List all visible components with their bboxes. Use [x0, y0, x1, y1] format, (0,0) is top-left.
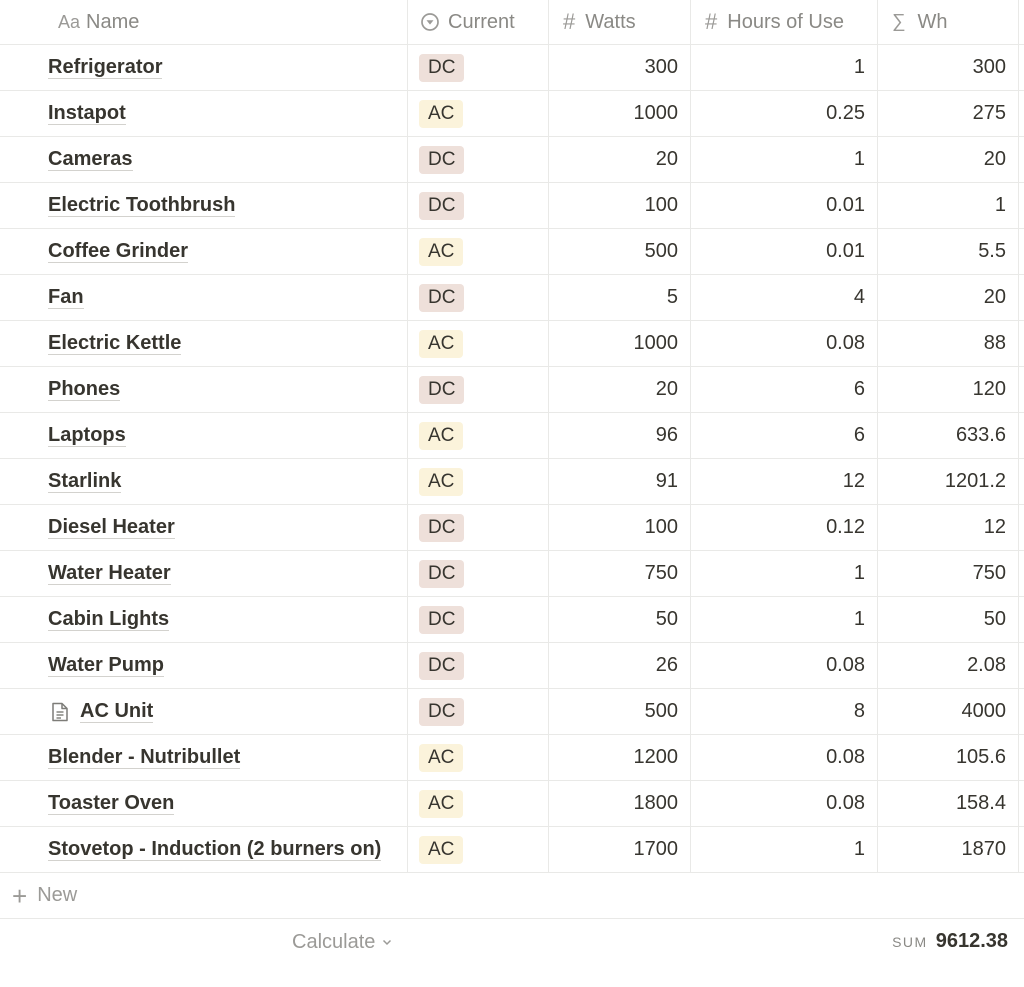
cell-current[interactable] — [408, 643, 549, 688]
cell-name[interactable] — [0, 413, 408, 458]
select-property-icon — [420, 12, 440, 32]
cell-name[interactable] — [0, 827, 408, 872]
cell-wh[interactable] — [878, 413, 1019, 458]
cell-watts[interactable] — [549, 229, 691, 274]
current-tag: AC — [419, 330, 463, 358]
watts-value: 100 — [644, 194, 678, 216]
row-name-link[interactable]: Stovetop - Induction (2 burners on) — [48, 838, 382, 860]
cell-wh[interactable] — [878, 229, 1019, 274]
wh-value: 300 — [972, 56, 1006, 78]
sum-calculation[interactable] — [892, 930, 1008, 953]
hours-value: 4 — [853, 286, 865, 308]
table-row[interactable] — [0, 45, 1024, 91]
cell-hours[interactable] — [691, 505, 878, 550]
cell-name[interactable] — [0, 91, 408, 136]
cell-hours[interactable] — [691, 597, 878, 642]
current-tag: DC — [419, 514, 464, 542]
cell-watts[interactable] — [549, 183, 691, 228]
cell-hours[interactable] — [691, 781, 878, 826]
row-name-link[interactable]: Diesel Heater — [48, 516, 175, 538]
table-row[interactable] — [0, 781, 1024, 827]
column-header-spacer — [1019, 0, 1024, 44]
cell-name[interactable] — [0, 505, 408, 550]
hours-value: 8 — [853, 700, 865, 722]
current-tag: DC — [419, 54, 464, 82]
cell-watts[interactable] — [549, 367, 691, 412]
cell-watts[interactable] — [549, 45, 691, 90]
cell-current[interactable] — [408, 137, 549, 182]
cell-hours[interactable] — [691, 275, 878, 320]
table-row[interactable] — [0, 183, 1024, 229]
row-name-link[interactable]: Water Heater — [48, 562, 171, 584]
cell-hours[interactable] — [691, 643, 878, 688]
cell-wh[interactable] — [878, 643, 1019, 688]
table-row[interactable] — [0, 505, 1024, 551]
row-name-link[interactable]: Coffee Grinder — [48, 240, 189, 262]
wh-value: 275 — [972, 102, 1006, 124]
row-name-link[interactable]: Fan — [48, 286, 84, 308]
current-tag: AC — [419, 790, 463, 818]
table-row[interactable] — [0, 459, 1024, 505]
cell-hours[interactable] — [691, 551, 878, 596]
current-tag: DC — [419, 652, 464, 680]
cell-name[interactable] — [0, 597, 408, 642]
cell-wh[interactable] — [878, 137, 1019, 182]
wh-value: 750 — [972, 562, 1006, 584]
row-name-link[interactable]: Electric Toothbrush — [48, 194, 236, 216]
hours-value: 6 — [853, 424, 865, 446]
cell-name[interactable] — [0, 321, 408, 366]
cell-wh[interactable] — [878, 91, 1019, 136]
table-header — [0, 0, 1024, 45]
cell-watts[interactable] — [549, 781, 691, 826]
watts-value: 100 — [644, 516, 678, 538]
watts-value: 96 — [655, 424, 678, 446]
wh-value: 1870 — [961, 838, 1006, 860]
hours-value: 1 — [853, 608, 865, 630]
hours-value: 0.08 — [826, 792, 865, 814]
table-row[interactable] — [0, 137, 1024, 183]
cell-current[interactable] — [408, 689, 549, 734]
wh-value: 120 — [972, 378, 1006, 400]
table-row[interactable] — [0, 689, 1024, 735]
table-row[interactable] — [0, 275, 1024, 321]
row-name-link[interactable]: Refrigerator — [48, 56, 163, 78]
new-row-label: New — [37, 884, 78, 906]
cell-current[interactable] — [408, 505, 549, 550]
column-header-hours[interactable] — [691, 0, 878, 44]
cell-watts[interactable] — [549, 505, 691, 550]
hours-value: 0.01 — [826, 240, 865, 262]
row-name-link[interactable]: Toaster Oven — [48, 792, 175, 814]
watts-value: 1000 — [633, 332, 678, 354]
cell-hours[interactable] — [691, 827, 878, 872]
current-tag: DC — [419, 146, 464, 174]
table-row[interactable] — [0, 643, 1024, 689]
cell-watts[interactable] — [549, 597, 691, 642]
cell-current[interactable] — [408, 367, 549, 412]
cell-wh[interactable] — [878, 183, 1019, 228]
row-name-link[interactable]: Cabin Lights — [48, 608, 170, 630]
watts-value: 1200 — [633, 746, 678, 768]
cell-wh[interactable] — [878, 551, 1019, 596]
cell-hours[interactable] — [691, 413, 878, 458]
wh-value: 4000 — [961, 700, 1006, 722]
watts-value: 750 — [644, 562, 678, 584]
current-tag: AC — [419, 422, 463, 450]
table-row[interactable] — [0, 321, 1024, 367]
wh-value: 88 — [983, 332, 1006, 354]
cell-watts[interactable] — [549, 275, 691, 320]
current-tag: AC — [419, 836, 463, 864]
cell-watts[interactable] — [549, 689, 691, 734]
page-icon — [50, 701, 70, 723]
cell-wh[interactable] — [878, 781, 1019, 826]
row-name-link[interactable]: Cameras — [48, 148, 133, 170]
cell-wh[interactable] — [878, 689, 1019, 734]
wh-value: 12 — [983, 516, 1006, 538]
cell-watts[interactable] — [549, 413, 691, 458]
cell-watts[interactable] — [549, 321, 691, 366]
cell-spacer — [1019, 597, 1024, 642]
hours-value: 1 — [853, 148, 865, 170]
cell-watts[interactable] — [549, 827, 691, 872]
formula-property-icon: ∑ — [892, 11, 906, 32]
watts-value: 20 — [655, 148, 678, 170]
column-header-label: Wh — [917, 10, 948, 33]
number-property-icon: # — [563, 9, 576, 34]
hours-value: 1 — [853, 56, 865, 78]
current-tag: AC — [419, 238, 463, 266]
watts-value: 1700 — [633, 838, 678, 860]
row-name-link[interactable]: Instapot — [48, 102, 126, 124]
hours-value: 0.08 — [826, 746, 865, 768]
current-tag: DC — [419, 698, 464, 726]
watts-value: 91 — [655, 470, 678, 492]
wh-value: 20 — [983, 286, 1006, 308]
cell-name[interactable] — [0, 643, 408, 688]
cell-watts[interactable] — [549, 91, 691, 136]
watts-value: 300 — [644, 56, 678, 78]
cell-spacer — [1019, 459, 1024, 504]
watts-value: 1800 — [633, 792, 678, 814]
table-row[interactable] — [0, 551, 1024, 597]
cell-name[interactable] — [0, 367, 408, 412]
text-property-icon: Aa — [58, 11, 81, 32]
wh-value: 20 — [983, 148, 1006, 170]
current-tag: DC — [419, 376, 464, 404]
cell-spacer — [1019, 505, 1024, 550]
current-tag: AC — [419, 100, 463, 128]
hours-value: 0.01 — [826, 194, 865, 216]
column-header-current[interactable] — [408, 0, 549, 44]
cell-current[interactable] — [408, 459, 549, 504]
row-name-link[interactable]: Starlink — [48, 470, 122, 492]
cell-hours[interactable] — [691, 367, 878, 412]
wh-value: 5.5 — [978, 240, 1006, 262]
cell-spacer — [1019, 643, 1024, 688]
cell-spacer — [1019, 45, 1024, 90]
watts-value: 500 — [644, 240, 678, 262]
cell-current[interactable] — [408, 183, 549, 228]
cell-spacer — [1019, 321, 1024, 366]
calculate-label: Calculate — [292, 931, 376, 953]
cell-wh[interactable] — [878, 597, 1019, 642]
hours-value: 0.12 — [826, 516, 865, 538]
cell-name[interactable] — [0, 735, 408, 780]
current-tag: DC — [419, 606, 464, 634]
cell-spacer — [1019, 275, 1024, 320]
row-name-link[interactable]: Phones — [48, 378, 121, 400]
sum-label: SUM — [892, 934, 928, 950]
hours-value: 1 — [853, 562, 865, 584]
cell-current[interactable] — [408, 229, 549, 274]
wh-value: 50 — [983, 608, 1006, 630]
cell-name[interactable] — [0, 137, 408, 182]
cell-hours[interactable] — [691, 45, 878, 90]
new-row-button[interactable] — [0, 873, 1024, 919]
hours-value: 0.08 — [826, 654, 865, 676]
wh-value: 105.6 — [955, 746, 1006, 768]
cell-spacer — [1019, 367, 1024, 412]
cell-watts[interactable] — [549, 643, 691, 688]
cell-hours[interactable] — [691, 137, 878, 182]
column-header-label: Current — [448, 10, 515, 33]
cell-wh[interactable] — [878, 459, 1019, 504]
hours-value: 1 — [853, 838, 865, 860]
table-row[interactable] — [0, 827, 1024, 873]
cell-current[interactable] — [408, 275, 549, 320]
table-row[interactable] — [0, 91, 1024, 137]
cell-watts[interactable] — [549, 137, 691, 182]
cell-name[interactable] — [0, 781, 408, 826]
cell-hours[interactable] — [691, 183, 878, 228]
cell-wh[interactable] — [878, 827, 1019, 872]
wh-value: 158.4 — [955, 792, 1006, 814]
cell-current[interactable] — [408, 321, 549, 366]
column-header-name[interactable] — [0, 0, 408, 44]
cell-hours[interactable] — [691, 321, 878, 366]
cell-spacer — [1019, 91, 1024, 136]
current-tag: AC — [419, 744, 463, 772]
cell-hours[interactable] — [691, 91, 878, 136]
column-header-wh[interactable] — [878, 0, 1019, 44]
cell-current[interactable] — [408, 597, 549, 642]
cell-hours[interactable] — [691, 689, 878, 734]
watts-value: 26 — [655, 654, 678, 676]
column-header-label: Hours of Use — [727, 10, 844, 33]
cell-current[interactable] — [408, 551, 549, 596]
cell-current[interactable] — [408, 413, 549, 458]
current-tag: DC — [419, 284, 464, 312]
cell-spacer — [1019, 735, 1024, 780]
column-header-label: Name — [86, 10, 140, 33]
sum-value: 9612.38 — [935, 930, 1008, 952]
row-name-link[interactable]: Electric Kettle — [48, 332, 182, 354]
watts-value: 500 — [644, 700, 678, 722]
hours-value: 0.08 — [826, 332, 865, 354]
calculate-button[interactable] — [292, 931, 393, 954]
table-row[interactable] — [0, 735, 1024, 781]
wh-value: 2.08 — [967, 654, 1006, 676]
cell-hours[interactable] — [691, 459, 878, 504]
cell-wh[interactable] — [878, 321, 1019, 366]
number-property-icon: # — [705, 9, 718, 34]
cell-current[interactable] — [408, 781, 549, 826]
cell-name[interactable] — [0, 183, 408, 228]
column-header-label: Watts — [585, 10, 636, 33]
cell-watts[interactable] — [549, 551, 691, 596]
cell-name[interactable] — [0, 45, 408, 90]
cell-watts[interactable] — [549, 735, 691, 780]
row-name-link[interactable]: Water Pump — [48, 654, 164, 676]
row-name-link[interactable]: Laptops — [48, 424, 126, 446]
cell-wh[interactable] — [878, 275, 1019, 320]
cell-current[interactable] — [408, 91, 549, 136]
row-name-link[interactable]: AC Unit — [80, 700, 154, 722]
cell-spacer — [1019, 413, 1024, 458]
wh-value: 633.6 — [955, 424, 1006, 446]
table-body — [0, 45, 1024, 873]
cell-current[interactable] — [408, 735, 549, 780]
cell-spacer — [1019, 229, 1024, 274]
hours-value: 12 — [842, 470, 865, 492]
watts-value: 20 — [655, 378, 678, 400]
cell-watts[interactable] — [549, 459, 691, 504]
cell-spacer — [1019, 689, 1024, 734]
cell-spacer — [1019, 137, 1024, 182]
cell-name[interactable] — [0, 459, 408, 504]
watts-value: 1000 — [633, 102, 678, 124]
table-row[interactable] — [0, 367, 1024, 413]
hours-value: 0.25 — [826, 102, 865, 124]
plus-icon: + — [12, 880, 28, 911]
table-row[interactable] — [0, 413, 1024, 459]
wh-value: 1 — [994, 194, 1006, 216]
chevron-down-icon — [381, 931, 393, 954]
row-name-link[interactable]: Blender - Nutribullet — [48, 746, 241, 768]
cell-wh[interactable] — [878, 505, 1019, 550]
table-footer — [0, 919, 1024, 967]
cell-current[interactable] — [408, 827, 549, 872]
cell-name[interactable] — [0, 551, 408, 596]
cell-name[interactable] — [0, 229, 408, 274]
cell-spacer — [1019, 551, 1024, 596]
watts-value: 5 — [666, 286, 678, 308]
cell-spacer — [1019, 827, 1024, 872]
column-header-watts[interactable] — [549, 0, 691, 44]
cell-name[interactable] — [0, 689, 408, 734]
cell-spacer — [1019, 781, 1024, 826]
current-tag: AC — [419, 468, 463, 496]
cell-hours[interactable] — [691, 229, 878, 274]
cell-wh[interactable] — [878, 367, 1019, 412]
current-tag: DC — [419, 560, 464, 588]
table-row[interactable] — [0, 229, 1024, 275]
cell-spacer — [1019, 183, 1024, 228]
cell-name[interactable] — [0, 275, 408, 320]
cell-current[interactable] — [408, 45, 549, 90]
hours-value: 6 — [853, 378, 865, 400]
cell-hours[interactable] — [691, 735, 878, 780]
cell-wh[interactable] — [878, 735, 1019, 780]
table-row[interactable] — [0, 597, 1024, 643]
cell-wh[interactable] — [878, 45, 1019, 90]
watts-value: 50 — [655, 608, 678, 630]
wh-value: 1201.2 — [944, 470, 1006, 492]
current-tag: DC — [419, 192, 464, 220]
